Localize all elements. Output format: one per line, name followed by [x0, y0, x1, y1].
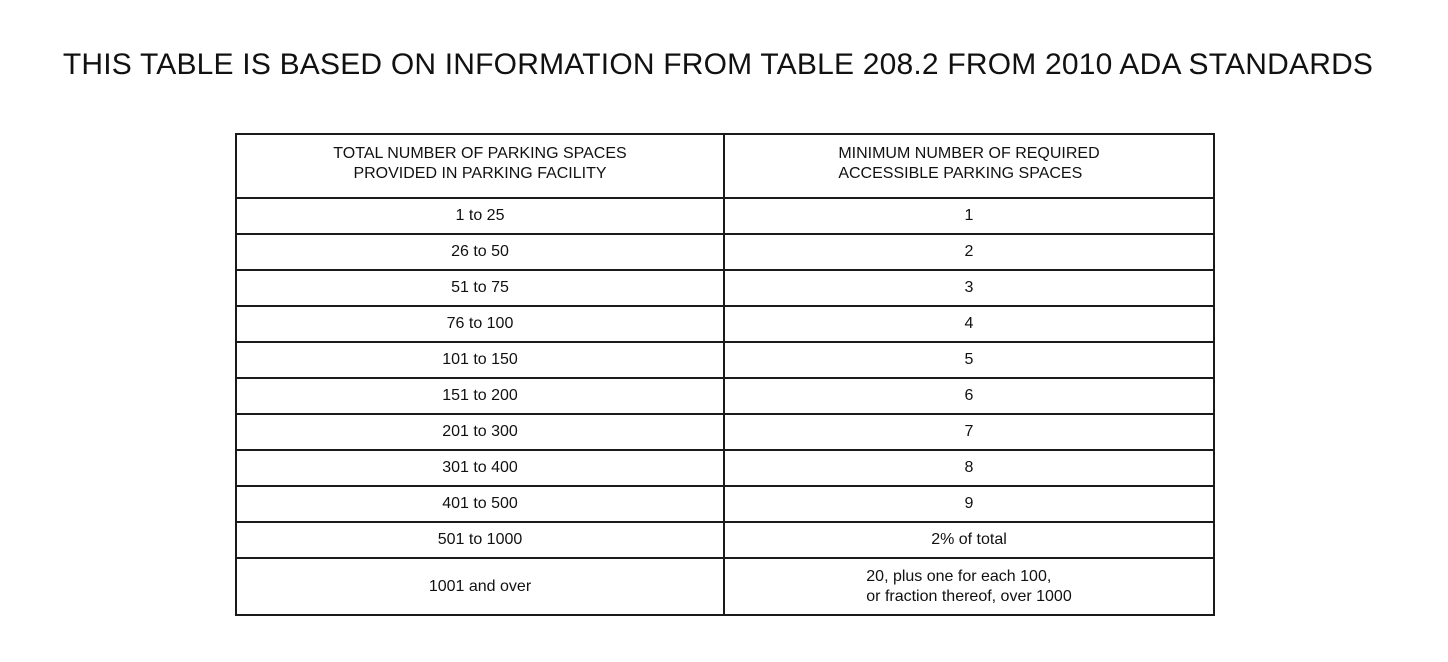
table-row	[236, 414, 1214, 450]
minimum-accessible-cell: 8	[724, 450, 1214, 486]
table-row	[236, 450, 1214, 486]
total-spaces-cell: 301 to 400	[236, 450, 724, 486]
total-spaces-cell: 101 to 150	[236, 342, 724, 378]
minimum-accessible-cell: 2	[724, 234, 1214, 270]
parking-requirements-table	[235, 133, 1215, 616]
total-spaces-cell: 51 to 75	[236, 270, 724, 306]
page-title: THIS TABLE IS BASED ON INFORMATION FROM TABLE 208.2 FROM 2010 ADA STANDARDS	[62, 48, 1374, 81]
table-row	[236, 522, 1214, 558]
total-spaces-cell: 1001 and over	[236, 558, 724, 615]
header-total-spaces: TOTAL NUMBER OF PARKING SPACES PROVIDED IN PARKING FACILITY	[236, 134, 724, 198]
minimum-accessible-cell: 9	[724, 486, 1214, 522]
table-row	[236, 342, 1214, 378]
table-row	[236, 198, 1214, 234]
total-spaces-cell: 201 to 300	[236, 414, 724, 450]
table-row	[236, 486, 1214, 522]
table-row	[236, 306, 1214, 342]
total-spaces-cell: 501 to 1000	[236, 522, 724, 558]
table-row	[236, 234, 1214, 270]
minimum-accessible-cell: 5	[724, 342, 1214, 378]
header-minimum-accessible: MINIMUM NUMBER OF REQUIRED ACCESSIBLE PARKING SPACES	[724, 134, 1214, 198]
minimum-accessible-cell: 7	[724, 414, 1214, 450]
minimum-accessible-cell: 2% of total	[724, 522, 1214, 558]
minimum-accessible-cell: 3	[724, 270, 1214, 306]
total-spaces-cell: 76 to 100	[236, 306, 724, 342]
minimum-accessible-cell	[724, 558, 1214, 615]
total-spaces-cell: 401 to 500	[236, 486, 724, 522]
minimum-accessible-cell: 6	[724, 378, 1214, 414]
minimum-accessible-line: or fraction thereof, over 1000	[866, 587, 1072, 605]
table-row	[236, 378, 1214, 414]
total-spaces-cell: 1 to 25	[236, 198, 724, 234]
minimum-accessible-cell: 4	[724, 306, 1214, 342]
table-row	[236, 558, 1214, 615]
table-row	[236, 270, 1214, 306]
minimum-accessible-line: 20, plus one for each 100,	[866, 567, 1052, 585]
minimum-accessible-cell: 1	[724, 198, 1214, 234]
total-spaces-cell: 151 to 200	[236, 378, 724, 414]
total-spaces-cell: 26 to 50	[236, 234, 724, 270]
table-header-row	[236, 134, 1214, 198]
